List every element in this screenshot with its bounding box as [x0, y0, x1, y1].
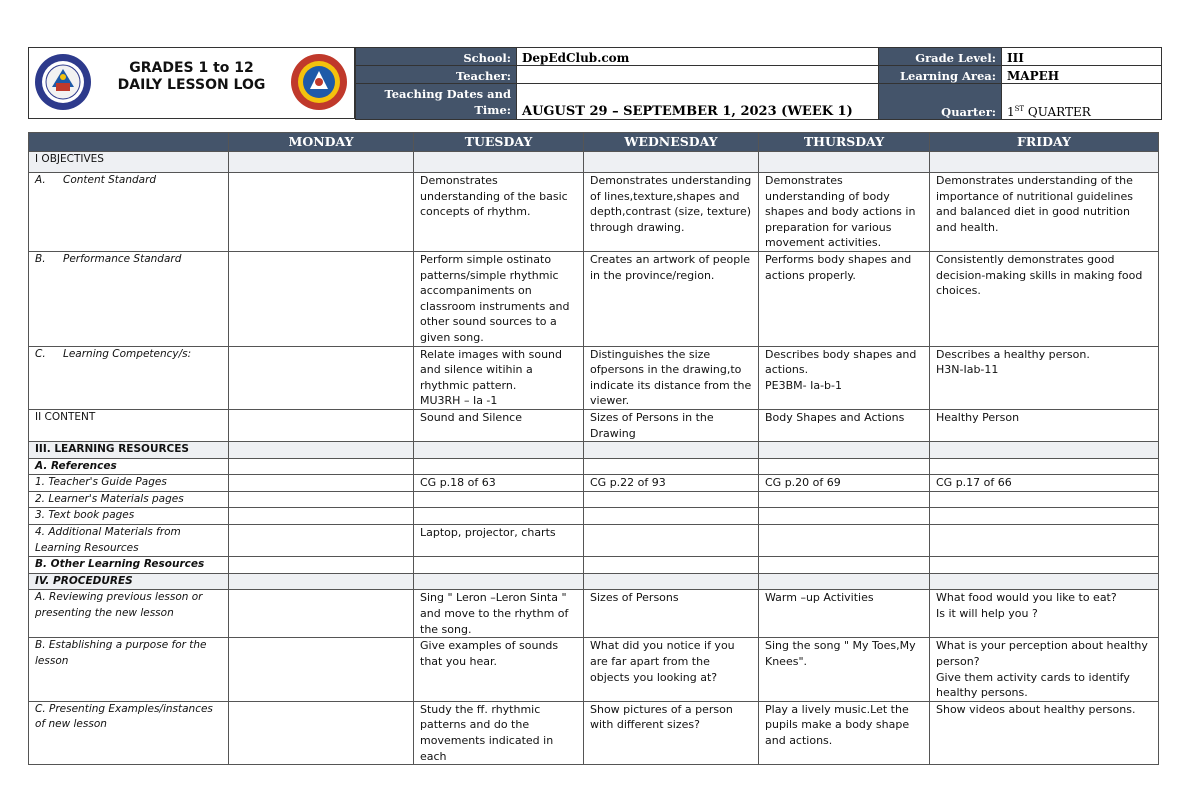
teaching-dates-label-line1: Teaching Dates and [384, 87, 511, 101]
table-cell [229, 525, 414, 557]
table-row [29, 475, 1159, 492]
lesson-info-table [355, 47, 1162, 120]
table-cell: Warm –up Activities [759, 590, 930, 638]
table-row [29, 442, 1159, 459]
school-value: DepEdClub.com [517, 48, 879, 66]
day-header-friday: FRIDAY [930, 133, 1159, 152]
empty-cell [930, 508, 1159, 525]
procedures-label: IV. PROCEDURES [29, 573, 229, 590]
table-cell: Consistently demonstrates good decision-making skills in making food choices. [930, 251, 1159, 346]
table-row [29, 525, 1159, 557]
empty-cell [759, 152, 930, 173]
table-cell: Demonstrates understanding of the importance of nutritional guidelines and balanced diet in good nutrition and health. [930, 173, 1159, 252]
empty-cell [229, 573, 414, 590]
presenting-examples-label: C. Presenting Examples/instances of new lesson [29, 701, 229, 764]
empty-cell [759, 491, 930, 508]
empty-cell [930, 458, 1159, 475]
table-cell: What food would you like to eat? Is it will help you ? [930, 590, 1159, 638]
region-seal-logo [290, 53, 348, 111]
other-learning-resources-label: B. Other Learning Resources [29, 557, 229, 574]
grade-level-value: III [1002, 48, 1162, 66]
empty-cell [930, 442, 1159, 459]
table-cell [584, 525, 759, 557]
table-cell: CG p.22 of 93 [584, 475, 759, 492]
table-cell: Sound and Silence [414, 409, 584, 441]
grade-level-label: Grade Level: [879, 48, 1002, 66]
quarter-label: Quarter: [879, 84, 1002, 120]
table-cell: Play a lively music.Let the pupils make a body shape and actions. [759, 701, 930, 764]
teaching-dates-value: AUGUST 29 – SEPTEMBER 1, 2023 (WEEK 1) [517, 84, 879, 120]
header-logo-box [28, 47, 355, 119]
empty-cell [584, 573, 759, 590]
quarter-suffix: ST [1014, 105, 1025, 113]
day-header-monday: MONDAY [229, 133, 414, 152]
table-cell: Show videos about healthy persons. [930, 701, 1159, 764]
table-cell: CG p.18 of 63 [414, 475, 584, 492]
empty-cell [584, 557, 759, 574]
content-label: II CONTENT [29, 409, 229, 441]
table-cell: Show pictures of a person with different sizes? [584, 701, 759, 764]
performance-standard-label [29, 251, 229, 346]
table-cell: Sizes of Persons in the Drawing [584, 409, 759, 441]
empty-cell [229, 508, 414, 525]
table-cell: Laptop, projector, charts [414, 525, 584, 557]
table-cell [229, 251, 414, 346]
table-cell: Sing the song " My Toes,My Knees". [759, 638, 930, 701]
table-cell: Relate images with sound and silence witihin a rhythmic pattern. MU3RH – Ia -1 [414, 346, 584, 409]
table-row [29, 173, 1159, 252]
empty-cell [584, 442, 759, 459]
content-standard-label [29, 173, 229, 252]
document-title [99, 60, 284, 94]
table-cell: Describes body shapes and actions. PE3BM- Ia-b-1 [759, 346, 930, 409]
day-header-tuesday: TUESDAY [414, 133, 584, 152]
table-cell [229, 590, 414, 638]
table-row [29, 458, 1159, 475]
table-row [29, 590, 1159, 638]
empty-cell [930, 557, 1159, 574]
table-row [29, 346, 1159, 409]
learning-area-label: Learning Area: [879, 66, 1002, 84]
empty-cell [759, 458, 930, 475]
learning-area-value: MAPEH [1002, 66, 1162, 84]
day-header-thursday: THURSDAY [759, 133, 930, 152]
school-label: School: [356, 48, 517, 66]
empty-cell [584, 152, 759, 173]
empty-cell [759, 442, 930, 459]
table-row [29, 557, 1159, 574]
empty-cell [414, 442, 584, 459]
empty-cell [930, 573, 1159, 590]
table-cell: Creates an artwork of people in the province/region. [584, 251, 759, 346]
table-cell: Healthy Person [930, 409, 1159, 441]
table-cell [229, 409, 414, 441]
empty-cell [414, 557, 584, 574]
table-cell: CG p.17 of 66 [930, 475, 1159, 492]
table-cell: Demonstrates understanding of lines,texture,shapes and depth,contrast (size, texture) through drawing. [584, 173, 759, 252]
learning-resources-label: III. LEARNING RESOURCES [29, 442, 229, 459]
table-cell [229, 346, 414, 409]
teaching-dates-label [356, 84, 517, 120]
table-row [29, 573, 1159, 590]
empty-cell [229, 557, 414, 574]
empty-cell [584, 491, 759, 508]
empty-cell [584, 458, 759, 475]
table-cell: Performs body shapes and actions properly. [759, 251, 930, 346]
teacher-label: Teacher: [356, 66, 517, 84]
corner-header [29, 133, 229, 152]
table-cell [229, 638, 414, 701]
teacher-value [517, 66, 879, 84]
table-cell [229, 173, 414, 252]
table-cell: Demonstrates understanding of the basic concepts of rhythm. [414, 173, 584, 252]
table-cell: Give examples of sounds that you hear. [414, 638, 584, 701]
table-cell [229, 701, 414, 764]
table-cell: Distinguishes the size ofpersons in the drawing,to indicate its distance from the viewer. [584, 346, 759, 409]
empty-cell [759, 557, 930, 574]
empty-cell [930, 152, 1159, 173]
empty-cell [759, 508, 930, 525]
empty-cell [414, 491, 584, 508]
table-cell: CG p.20 of 69 [759, 475, 930, 492]
empty-cell [414, 458, 584, 475]
row-label-text: Content Standard [63, 174, 157, 186]
quarter-value [1002, 84, 1162, 120]
table-row [29, 251, 1159, 346]
empty-cell [229, 458, 414, 475]
table-cell: Perform simple ostinato patterns/simple rhythmic accompaniments on classroom instruments and other sound sources to a given song. [414, 251, 584, 346]
textbook-pages-label: 3. Text book pages [29, 508, 229, 525]
day-header-wednesday: WEDNESDAY [584, 133, 759, 152]
empty-cell [584, 508, 759, 525]
teachers-guide-pages-label: 1. Teacher's Guide Pages [29, 475, 229, 492]
learning-competency-label [29, 346, 229, 409]
additional-materials-label: 4. Additional Materials from Learning Resources [29, 525, 229, 557]
day-header-row [29, 133, 1159, 152]
empty-cell [414, 152, 584, 173]
establishing-purpose-label: B. Establishing a purpose for the lesson [29, 638, 229, 701]
table-row [29, 491, 1159, 508]
table-cell: Sizes of Persons [584, 590, 759, 638]
table-cell: Body Shapes and Actions [759, 409, 930, 441]
table-cell [759, 525, 930, 557]
empty-cell [229, 442, 414, 459]
title-line-1: GRADES 1 to 12 [129, 60, 254, 76]
table-row [29, 409, 1159, 441]
empty-cell [229, 152, 414, 173]
empty-cell [759, 573, 930, 590]
table-cell: Study the ff. rhythmic patterns and do the movements indicated in each [414, 701, 584, 764]
empty-cell [229, 491, 414, 508]
empty-cell [414, 573, 584, 590]
table-cell: Describes a healthy person. H3N-Iab-11 [930, 346, 1159, 409]
reviewing-lesson-label: A. Reviewing previous lesson or presenting the new lesson [29, 590, 229, 638]
table-cell: Sing " Leron –Leron Sinta " and move to the rhythm of the song. [414, 590, 584, 638]
title-line-2: DAILY LESSON LOG [117, 77, 266, 93]
row-label-text: Performance Standard [63, 252, 182, 265]
row-label-text: Learning Competency/s: [63, 347, 192, 360]
section-letter: C. [35, 347, 46, 360]
table-cell [930, 525, 1159, 557]
table-cell: Demonstrates understanding of body shapes and body actions in preparation for various movement activities. [759, 173, 930, 252]
empty-cell [930, 491, 1159, 508]
objectives-label: I OBJECTIVES [29, 152, 229, 173]
teaching-dates-label-line2: Time: [474, 103, 511, 117]
lesson-log-table [28, 132, 1159, 765]
table-row [29, 638, 1159, 701]
table-row [29, 152, 1159, 173]
empty-cell [414, 508, 584, 525]
section-letter: B. [35, 252, 46, 265]
section-letter: A. [35, 174, 46, 186]
quarter-text: QUARTER [1024, 105, 1091, 119]
quarter-number: 1 [1007, 105, 1015, 119]
references-label: A. References [29, 458, 229, 475]
table-cell [229, 475, 414, 492]
deped-seal-logo [34, 53, 92, 111]
table-cell: What is your perception about healthy person? Give them activity cards to identify healthy persons. [930, 638, 1159, 701]
table-row [29, 508, 1159, 525]
table-cell: What did you notice if you are far apart from the objects you looking at? [584, 638, 759, 701]
table-row [29, 701, 1159, 764]
learners-materials-label: 2. Learner's Materials pages [29, 491, 229, 508]
